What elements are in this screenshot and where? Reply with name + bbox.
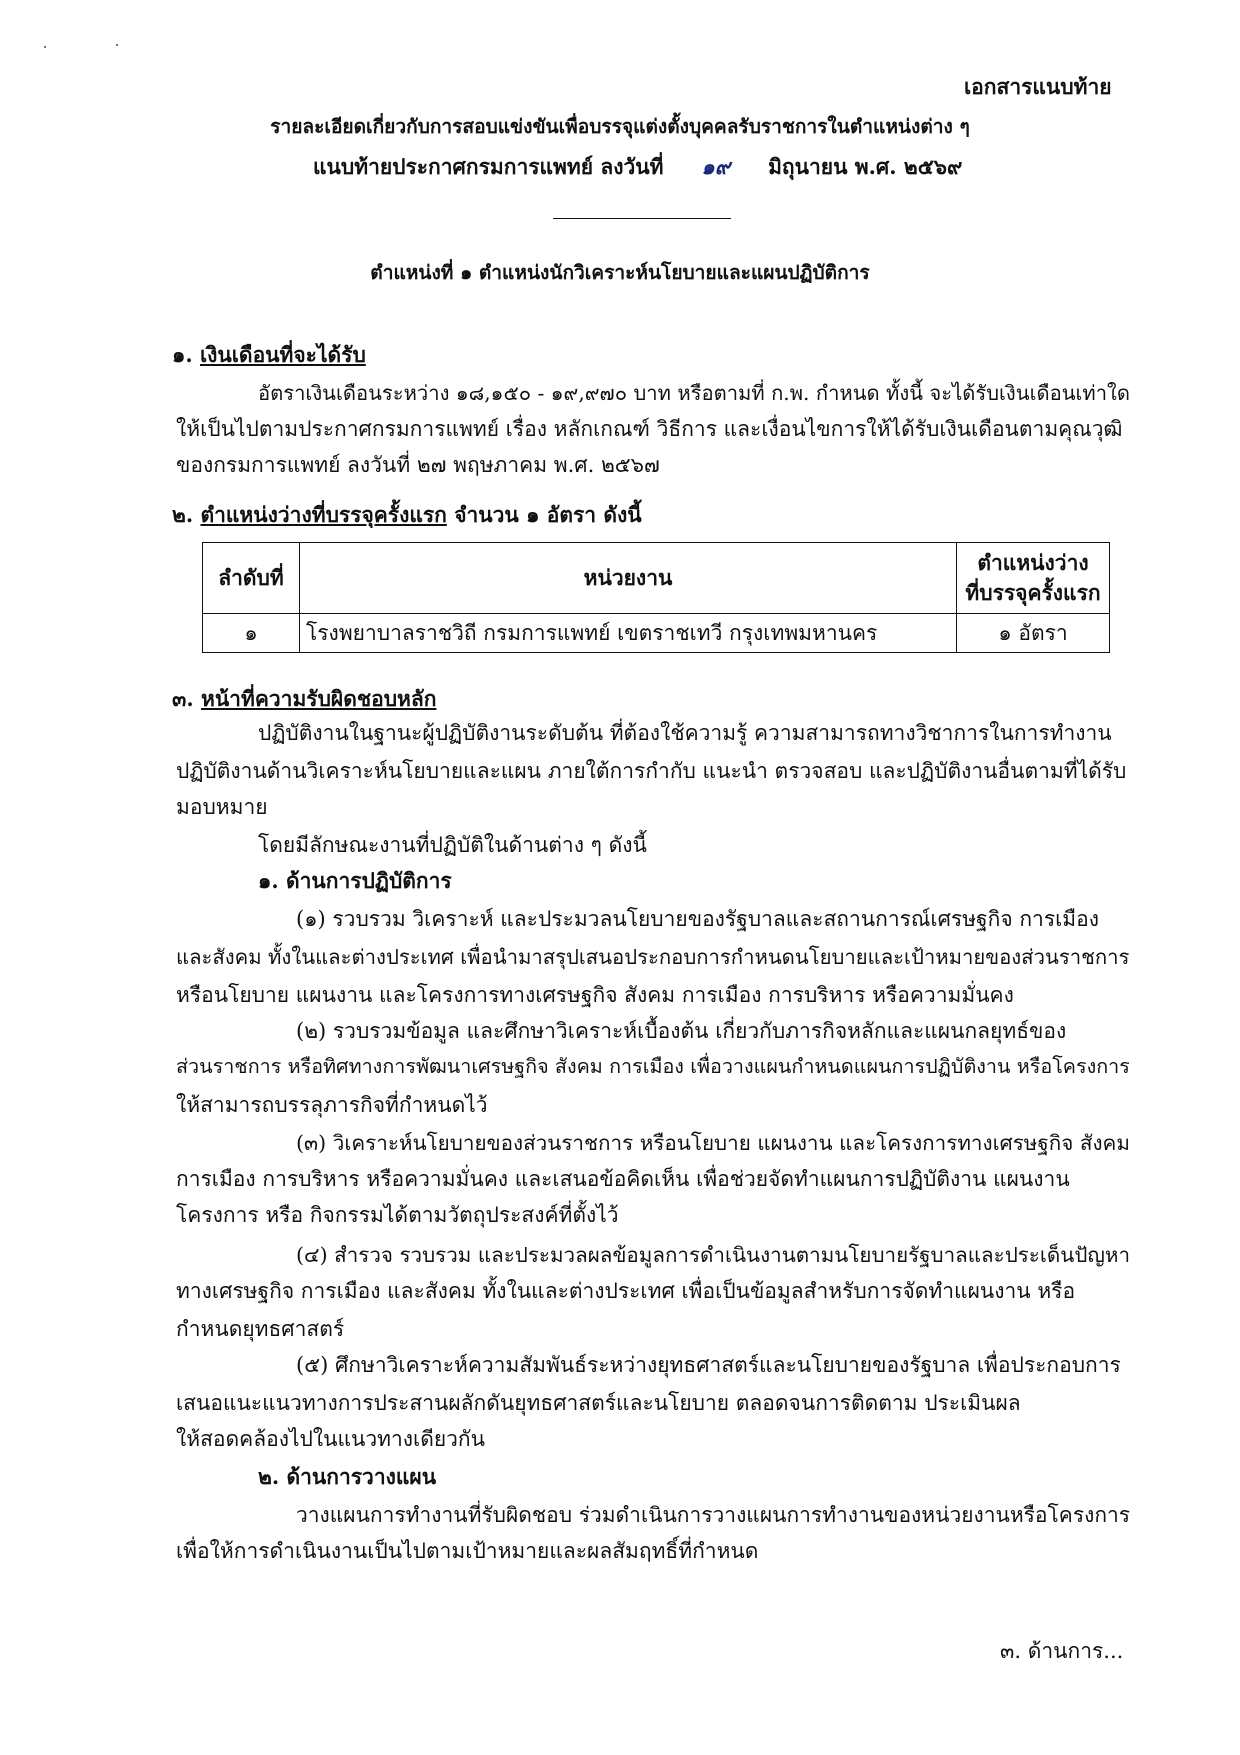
subtitle-day: ๑๙ — [701, 154, 731, 179]
salary-line-1: อัตราเงินเดือนระหว่าง ๑๘,๑๕๐ - ๑๙,๙๗๐ บาท หรือตามที่ ก.พ. กำหนด ทั้งนี้ จะได้รับเงินเดือนเท่าใด — [258, 381, 1131, 405]
vacancy-heading-suffix: จำนวน ๑ อัตรา ดังนี้ — [454, 502, 642, 527]
salary-heading-text: เงินเดือนที่จะได้รับ — [199, 342, 366, 367]
duties-lead: โดยมีลักษณะงานที่ปฏิบัติในด้านต่าง ๆ ดังนี้ — [258, 833, 647, 857]
duties-intro-line-3: มอบหมาย — [176, 795, 268, 819]
duties-intro-line-1: ปฏิบัติงานในฐานะผู้ปฏิบัติงานระดับต้น ที่ต้องใช้ความรู้ ความสามารถทางวิชาการในการทำงาน — [258, 721, 1112, 745]
ops-item-3-line-2: การเมือง การบริหาร หรือความมั่นคง และเสนอข้อคิดเห็น เพื่อช่วยจัดทำแผนการปฏิบัติงาน แผนงาน — [176, 1167, 1070, 1191]
col-header-positions — [957, 543, 1110, 614]
title-divider — [553, 218, 731, 219]
duties-heading-num: ๓. — [172, 686, 194, 711]
ops-item-4-line-2: ทางเศรษฐกิจ การเมือง และสังคม ทั้งในและต่างประเทศ เพื่อเป็นข้อมูลสำหรับการจัดทำแผนงาน หรือ — [176, 1279, 1076, 1303]
scan-speck — [116, 44, 118, 46]
ops-item-2-line-1: (๒) รวบรวมข้อมูล และศึกษาวิเคราะห์เบื้องต้น เกี่ยวกับภารกิจหลักและแผนกลยุทธ์ของ — [296, 1019, 1067, 1043]
cell-no: ๑ — [203, 614, 300, 653]
vacancy-heading-num: ๒. — [172, 502, 194, 527]
col-header-unit: หน่วยงาน — [300, 543, 957, 614]
cell-positions: ๑ อัตรา — [957, 614, 1110, 653]
salary-line-3: ของกรมการแพทย์ ลงวันที่ ๒๗ พฤษภาคม พ.ศ. ๒๕๖๗ — [176, 453, 660, 477]
duties-intro-line-2: ปฏิบัติงานด้านวิเคราะห์นโยบายและแผน ภายใต้การกำกับ แนะนำ ตรวจสอบ และปฏิบัติงานอื่นตามที่ได้รับ — [176, 759, 1127, 783]
ops-item-5-line-3: ให้สอดคล้องไปในแนวทางเดียวกัน — [176, 1427, 486, 1451]
ops-item-5-line-2: เสนอแนะแนวทางการประสานผลักดันยุทธศาสตร์และนโยบาย ตลอดจนการติดตาม ประเมินผล — [176, 1391, 1021, 1415]
salary-heading — [172, 340, 366, 370]
plan-heading: ๒. ด้านการวางแผน — [258, 1464, 437, 1489]
salary-heading-num: ๑. — [172, 342, 193, 367]
ops-item-4-line-3: กำหนดยุทธศาสตร์ — [176, 1317, 345, 1341]
vacancy-table — [202, 542, 1110, 653]
position-title: ตำแหน่งที่ ๑ ตำแหน่งนักวิเคราะห์นโยบายและแผนปฏิบัติการ — [370, 261, 870, 284]
table-header-row — [203, 543, 1110, 614]
continuation-note: ๓. ด้านการ... — [1000, 1639, 1124, 1663]
salary-line-2: ให้เป็นไปตามประกาศกรมการแพทย์ เรื่อง หลักเกณฑ์ วิธีการ และเงื่อนไขการให้ได้รับเงินเดือนตามคุณวุฒิ — [176, 417, 1123, 441]
document-title: รายละเอียดเกี่ยวกับการสอบแข่งขันเพื่อบรรจุแต่งตั้งบุคคลรับราชการในตำแหน่งต่าง ๆ — [270, 115, 970, 138]
ops-item-2-line-3: ให้สามารถบรรลุภารกิจที่กำหนดไว้ — [176, 1093, 488, 1117]
col-header-no: ลำดับที่ — [203, 543, 300, 614]
scan-speck — [44, 46, 46, 48]
table-row — [203, 614, 1110, 653]
ops-item-3-line-1: (๓) วิเคราะห์นโยบายของส่วนราชการ หรือนโยบาย แผนงาน และโครงการทางเศรษฐกิจ สังคม — [296, 1131, 1130, 1155]
attachment-label: เอกสารแนบท้าย — [964, 74, 1112, 99]
vacancy-heading — [172, 500, 642, 530]
ops-item-1-line-2: และสังคม ทั้งในและต่างประเทศ เพื่อนำมาสรุปเสนอประกอบการกำหนดนโยบายและเป้าหมายของส่วนราชการ — [176, 945, 1130, 969]
col-header-positions-l2: ที่บรรจุครั้งแรก — [965, 580, 1101, 605]
ops-item-2-line-2: ส่วนราชการ หรือทิศทางการพัฒนาเศรษฐกิจ สังคม การเมือง เพื่อวางแผนกำหนดแผนการปฏิบัติงาน หรือโครงการ — [176, 1055, 1130, 1078]
ops-item-5-line-1: (๕) ศึกษาวิเคราะห์ความสัมพันธ์ระหว่างยุทธศาสตร์และนโยบายของรัฐบาล เพื่อประกอบการ — [296, 1353, 1121, 1377]
duties-heading — [172, 684, 436, 714]
duties-heading-text: หน้าที่ความรับผิดชอบหลัก — [200, 686, 437, 711]
document-subtitle — [313, 152, 962, 182]
plan-line-2: เพื่อให้การดำเนินงานเป็นไปตามเป้าหมายและผลสัมฤทธิ์ที่กำหนด — [176, 1539, 759, 1563]
ops-item-1-line-3: หรือนโยบาย แผนงาน และโครงการทางเศรษฐกิจ สังคม การเมือง การบริหาร หรือความมั่นคง — [176, 983, 1014, 1007]
subtitle-month-year: มิถุนายน พ.ศ. ๒๕๖๙ — [768, 154, 963, 179]
ops-item-4-line-1: (๔) สำรวจ รวบรวม และประมวลผลข้อมูลการดำเนินงานตามนโยบายรัฐบาลและประเด็นปัญหา — [296, 1243, 1131, 1267]
ops-heading: ๑. ด้านการปฏิบัติการ — [258, 868, 452, 893]
ops-item-1-line-1: (๑) รวบรวม วิเคราะห์ และประมวลนโยบายของรัฐบาลและสถานการณ์เศรษฐกิจ การเมือง — [296, 907, 1100, 931]
cell-unit: โรงพยาบาลราชวิถี กรมการแพทย์ เขตราชเทวี กรุงเทพมหานคร — [300, 614, 957, 653]
subtitle-prefix: แนบท้ายประกาศกรมการแพทย์ ลงวันที่ — [313, 154, 664, 179]
col-header-positions-l1: ตำแหน่งว่าง — [977, 550, 1089, 575]
ops-item-3-line-3: โครงการ หรือ กิจกรรมได้ตามวัตถุประสงค์ที่ตั้งไว้ — [176, 1203, 619, 1227]
vacancy-heading-text: ตำแหน่งว่างที่บรรจุครั้งแรก — [200, 502, 447, 527]
plan-line-1: วางแผนการทำงานที่รับผิดชอบ ร่วมดำเนินการวางแผนการทำงานของหน่วยงานหรือโครงการ — [296, 1503, 1131, 1527]
